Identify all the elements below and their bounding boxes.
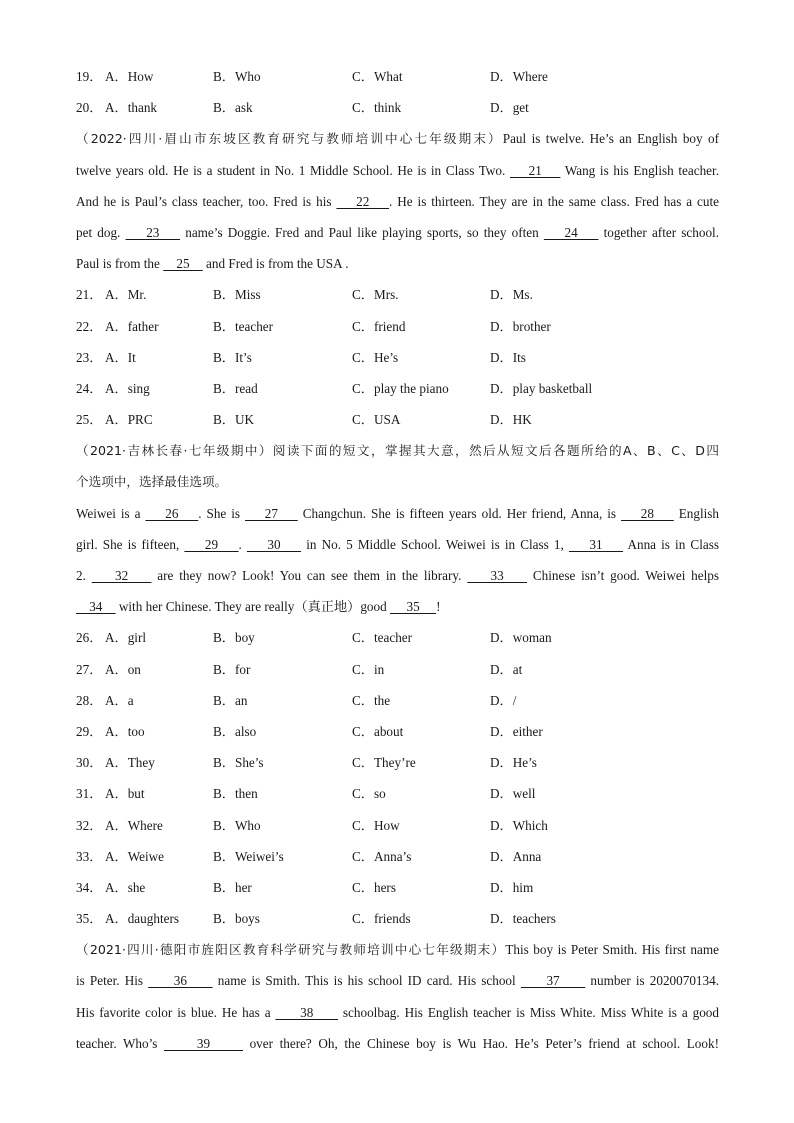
passage-line bbox=[76, 248, 719, 279]
option-b: B．Who bbox=[213, 817, 261, 833]
question-number: 34． bbox=[76, 879, 103, 895]
passage-text: ! bbox=[436, 599, 441, 615]
option-c: C．How bbox=[352, 817, 400, 833]
passage-text: . He is thirteen. They are in the same class. Fred has a cute bbox=[389, 193, 719, 209]
option-b: B．Miss bbox=[213, 287, 261, 303]
passage-text: Chinese isn’t good. Weiwei helps bbox=[527, 568, 719, 583]
question-number: 30． bbox=[76, 755, 103, 771]
option-d: D．Ms. bbox=[490, 287, 533, 303]
option-b: B．boys bbox=[213, 911, 260, 927]
instruction-text: 个选项中，选择最佳选项。 bbox=[76, 474, 228, 490]
question-number: 33． bbox=[76, 848, 103, 864]
question-number: 29． bbox=[76, 723, 103, 739]
question-number: 35． bbox=[76, 911, 103, 927]
option-b: B．UK bbox=[213, 412, 255, 428]
passage-text: schoolbag. His English teacher is Miss White. Miss White is a good bbox=[337, 1004, 719, 1020]
option-c: C．the bbox=[352, 692, 391, 708]
passage-text: English bbox=[673, 505, 719, 521]
question-26 bbox=[76, 622, 719, 653]
passage-text: His favorite color is blue. He has a bbox=[76, 1004, 276, 1020]
option-d: D．either bbox=[490, 723, 543, 739]
question-number: 22． bbox=[76, 318, 103, 334]
question-19 bbox=[76, 61, 719, 92]
option-d: D．teachers bbox=[490, 911, 556, 927]
blank-26: 26 bbox=[145, 505, 199, 521]
option-a: A．How bbox=[105, 69, 154, 84]
passage-text: teacher. Who’s bbox=[76, 1035, 164, 1051]
option-b: B．also bbox=[213, 723, 257, 739]
question-30 bbox=[76, 747, 719, 778]
passage-text: And he is Paul’s class teacher, too. Fred is his bbox=[76, 193, 337, 209]
question-35 bbox=[76, 903, 719, 934]
blank-22: 22 bbox=[336, 193, 390, 209]
question-number: 20． bbox=[76, 100, 103, 116]
option-b: B．boy bbox=[213, 630, 255, 646]
option-c: C．He’s bbox=[352, 349, 399, 365]
option-a: A．daughters bbox=[105, 911, 179, 927]
passage-line bbox=[76, 217, 719, 248]
passage-line bbox=[76, 123, 719, 154]
blank-32: 32 bbox=[91, 568, 152, 583]
question-number: 27． bbox=[76, 661, 103, 677]
blank-38: 38 bbox=[275, 1004, 338, 1020]
option-c: C．about bbox=[352, 723, 404, 739]
option-b: B．Who bbox=[213, 69, 261, 84]
option-d: D．Where bbox=[490, 69, 548, 84]
option-a: A．a bbox=[105, 692, 134, 708]
passage-text: with her Chinese. They are really（真正地）good bbox=[115, 599, 390, 615]
option-d: D．brother bbox=[490, 318, 551, 334]
option-c: C．Mrs. bbox=[352, 287, 399, 303]
passage-text: Changchun. She is fifteen years old. Her friend, Anna, is bbox=[297, 505, 621, 521]
option-b: B．It’s bbox=[213, 349, 252, 365]
passage-line bbox=[76, 965, 719, 996]
option-a: A．PRC bbox=[105, 412, 153, 428]
option-a: A．They bbox=[105, 755, 155, 771]
passage-text: pet dog. bbox=[76, 224, 126, 240]
option-c: C．hers bbox=[352, 879, 396, 895]
question-31 bbox=[76, 778, 719, 809]
question-27 bbox=[76, 654, 719, 685]
option-b: B．She’s bbox=[213, 755, 264, 771]
passage-line bbox=[76, 155, 719, 186]
passage-text: Wang is his English teacher. bbox=[560, 162, 719, 178]
question-21 bbox=[76, 279, 719, 310]
option-b: B．read bbox=[213, 380, 258, 396]
passage-text: twelve years old. He is a student in No. 1 Middle School. He is in Class Two. bbox=[76, 162, 506, 178]
option-a: A．girl bbox=[105, 630, 147, 646]
option-a: A．on bbox=[105, 661, 141, 677]
passage-line bbox=[76, 934, 719, 965]
option-c: C．so bbox=[352, 786, 386, 802]
question-22 bbox=[76, 311, 719, 342]
question-number: 24． bbox=[76, 380, 103, 396]
passage-text: together after school. bbox=[598, 224, 719, 240]
option-b: B．then bbox=[213, 786, 258, 802]
question-20 bbox=[76, 92, 719, 123]
question-33 bbox=[76, 841, 719, 872]
question-32 bbox=[76, 810, 719, 841]
question-number: 21． bbox=[76, 287, 103, 303]
passage-line bbox=[76, 529, 719, 560]
blank-24: 24 bbox=[543, 224, 599, 240]
passage-3 bbox=[76, 934, 719, 1059]
option-a: A．sing bbox=[105, 380, 150, 396]
blank-23: 23 bbox=[125, 224, 181, 240]
blank-36: 36 bbox=[148, 973, 213, 989]
option-c: C．play the piano bbox=[352, 380, 449, 396]
blank-21: 21 bbox=[509, 162, 561, 178]
blank-29: 29 bbox=[184, 536, 239, 552]
blank-30: 30 bbox=[246, 536, 302, 552]
passage-2 bbox=[76, 435, 719, 622]
option-c: C．friend bbox=[352, 318, 406, 334]
passage-text: This boy is Peter Smith. His first name bbox=[505, 942, 719, 958]
question-number: 26． bbox=[76, 630, 103, 646]
source-note: （2022·四川·眉山市东坡区教育研究与教师培训中心七年级期末） bbox=[76, 131, 503, 147]
option-c: C．think bbox=[352, 100, 402, 116]
option-c: C．Anna’s bbox=[352, 848, 412, 864]
passage-text: Anna is in Class bbox=[623, 536, 719, 552]
question-number: 19． bbox=[76, 69, 103, 84]
blank-28: 28 bbox=[621, 505, 674, 521]
option-d: D．play basketball bbox=[490, 380, 593, 396]
option-a: A．father bbox=[105, 318, 159, 334]
question-28 bbox=[76, 685, 719, 716]
question-24 bbox=[76, 373, 719, 404]
passage-text: . She is bbox=[198, 505, 245, 521]
question-number: 32． bbox=[76, 817, 103, 833]
option-b: B．an bbox=[213, 692, 248, 708]
option-d: D．/ bbox=[490, 692, 517, 708]
option-c: C．USA bbox=[352, 412, 401, 428]
option-b: B．ask bbox=[213, 100, 253, 116]
blank-37: 37 bbox=[520, 973, 586, 989]
option-d: D．Which bbox=[490, 817, 548, 833]
instruction-line bbox=[76, 466, 719, 497]
passage-text: Weiwei is a bbox=[76, 505, 146, 521]
option-d: D．get bbox=[490, 100, 529, 116]
passage-line bbox=[76, 498, 719, 529]
option-c: C．friends bbox=[352, 911, 411, 927]
blank-27: 27 bbox=[244, 505, 298, 521]
passage-line bbox=[76, 1028, 719, 1059]
option-b: B．her bbox=[213, 879, 252, 895]
option-d: D．well bbox=[490, 786, 536, 802]
passage-line bbox=[76, 997, 719, 1028]
option-a: A．too bbox=[105, 723, 145, 739]
passage-text: girl. She is fifteen, bbox=[76, 536, 185, 552]
option-c: C．What bbox=[352, 69, 403, 84]
option-a: A．Weiwe bbox=[105, 848, 164, 864]
question-number: 31． bbox=[76, 786, 103, 802]
option-d: D．Anna bbox=[490, 848, 542, 864]
option-c: C．in bbox=[352, 661, 385, 677]
passage-text: is Peter. His bbox=[76, 973, 149, 989]
passage-text: number is 2020070134. bbox=[585, 973, 719, 989]
question-25 bbox=[76, 404, 719, 435]
option-a: A．Mr. bbox=[105, 287, 147, 303]
option-a: A．she bbox=[105, 879, 146, 895]
passage-text: Paul is from the bbox=[76, 256, 164, 272]
question-34 bbox=[76, 872, 719, 903]
passage-text: in No. 5 Middle School. Weiwei is in Class 1, bbox=[301, 536, 569, 552]
passage-text: . bbox=[238, 536, 247, 552]
instruction-text: （2021·吉林长春·七年级期中）阅读下面的短文，掌握其大意，然后从短文后各题所给的A、B、C、D四 bbox=[76, 443, 719, 459]
option-a: A．but bbox=[105, 786, 145, 802]
option-d: D．He’s bbox=[490, 755, 537, 771]
option-d: D．Its bbox=[490, 349, 526, 365]
question-number: 25． bbox=[76, 412, 103, 428]
blank-25: 25 bbox=[163, 256, 203, 272]
passage-line bbox=[76, 560, 719, 591]
option-b: B．Weiwei’s bbox=[213, 848, 284, 864]
passage-text: are they now? Look! You can see them in the library. bbox=[151, 568, 468, 583]
passage-text: name is Smith. This is his school ID card. His school bbox=[212, 973, 521, 989]
option-b: B．for bbox=[213, 661, 251, 677]
passage-line bbox=[76, 186, 719, 217]
question-29 bbox=[76, 716, 719, 747]
question-number: 23． bbox=[76, 349, 103, 365]
option-d: D．woman bbox=[490, 630, 552, 646]
passage-1 bbox=[76, 123, 719, 279]
option-a: A．It bbox=[105, 349, 136, 365]
passage-text: name’s Doggie. Fred and Paul like playing sports, so they often bbox=[180, 224, 544, 240]
passage-text: and Fred is from the USA . bbox=[202, 256, 349, 272]
blank-34: 34 bbox=[76, 599, 116, 615]
passage-text: over there? Oh, the Chinese boy is Wu Hao. He’s Peter’s friend at school. Look! bbox=[242, 1035, 719, 1051]
option-d: D．HK bbox=[490, 412, 532, 428]
blank-33: 33 bbox=[467, 568, 528, 583]
instruction-line bbox=[76, 435, 719, 466]
option-a: A．thank bbox=[105, 100, 158, 116]
source-note: （2021·四川·德阳市旌阳区教育科学研究与教师培训中心七年级期末） bbox=[76, 942, 506, 958]
option-b: B．teacher bbox=[213, 318, 274, 334]
option-c: C．They’re bbox=[352, 755, 416, 771]
passage-text: 2. bbox=[76, 568, 92, 583]
question-number: 28． bbox=[76, 692, 103, 708]
blank-39: 39 bbox=[163, 1035, 243, 1051]
passage-line bbox=[76, 591, 719, 622]
option-c: C．teacher bbox=[352, 630, 413, 646]
blank-31: 31 bbox=[568, 536, 624, 552]
option-a: A．Where bbox=[105, 817, 163, 833]
option-d: D．at bbox=[490, 661, 523, 677]
passage-text: Paul is twelve. He’s an English boy of bbox=[502, 131, 719, 147]
question-23 bbox=[76, 342, 719, 373]
exam-page bbox=[76, 61, 719, 1059]
blank-35: 35 bbox=[390, 599, 437, 615]
option-d: D．him bbox=[490, 879, 534, 895]
